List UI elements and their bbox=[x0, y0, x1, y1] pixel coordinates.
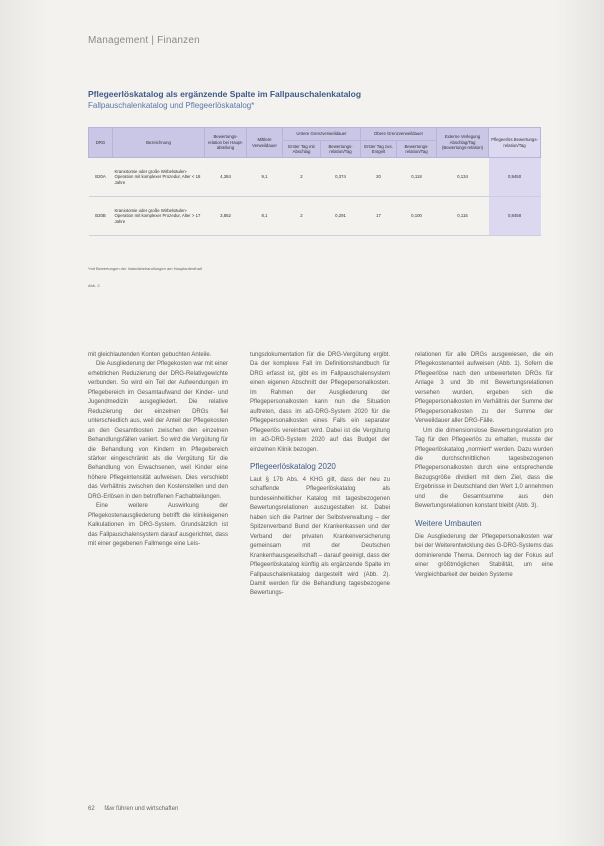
table-row bbox=[89, 197, 541, 236]
header-upper-day: Erster Tag zus. Entgelt bbox=[361, 141, 397, 158]
cell-drg: B20B bbox=[89, 197, 113, 236]
header-group-lower: Untere Grenzverweildauer bbox=[283, 128, 361, 141]
text-column-2 bbox=[250, 351, 390, 599]
cell-upper-day: 20 bbox=[361, 158, 397, 197]
table-header-row bbox=[89, 128, 541, 141]
header-drg: DRG bbox=[89, 128, 113, 158]
header-description: Bezeichnung bbox=[113, 128, 205, 158]
cell-lower-day: 2 bbox=[283, 158, 321, 197]
cell-external: 0,115 bbox=[437, 197, 489, 236]
cell-los: 9,1 bbox=[247, 158, 283, 197]
cell-weight: 3,852 bbox=[205, 197, 247, 236]
text-column-3 bbox=[415, 351, 553, 580]
paragraph: Die Ausgliederung der Pflegepersonalkosten war bei der Weiterentwicklung des G-DRG-Systems das dominierende Thema. Dennoch lag der Fokus auf einer größtmöglichen Stabilität, um eine Vergleichbarkeit der beiden Systeme bbox=[415, 533, 553, 578]
text-column-1 bbox=[88, 351, 228, 550]
cell-description: Kraniotomie oder große Wirbelsäulen-Operation mit komplexer Prozedur, Alter < 18 Jahre bbox=[113, 158, 205, 197]
header-external: Externe Verlegung Abschlag/Tag (Bewertungs-relation) bbox=[437, 128, 489, 158]
figure-subtitle: Fallpauschalenkatalog und Pflegeerlöskatalog* bbox=[88, 101, 255, 110]
header-lower-day: Erster Tag mit Abschlag bbox=[283, 141, 321, 158]
cell-weight: 4,384 bbox=[205, 158, 247, 197]
cell-los: 8,1 bbox=[247, 197, 283, 236]
table-footnote: *mit Bewertungen der Inlandsbehandlungen am Hauptaufenthalt bbox=[88, 266, 202, 271]
paragraph: tungsdokumentation für die DRG-Vergütung ergibt. Da der komplexe Fall im Definitionshandbuch für DRG erfasst ist, gibt es im Fallpauschalensystem einen eigenen Abschnitt der Pflegepersonalkosten. Im Rahmen der Ausgliederung der Pflegepersonalkosten kann nun die Situation auftreten, dass im aG-DRG-System 2020 für die Pflegepersonalkosten eines Falls ein separater Pflegeerlös vereinbart wird. Dabei ist die Vergütung im aG-DRG-System 2020 auf das Budget der einzelnen Klinik bezogen. bbox=[250, 352, 390, 453]
page-footer bbox=[88, 806, 186, 812]
cell-description: Kraniotomie oder große Wirbelsäulen-Operation mit komplexer Prozedur, Alter > 17 Jahre bbox=[113, 197, 205, 236]
paragraph: Die Ausgliederung der Pflegekosten war mit einer erheblichen Reduzierung der DRG-Relativgewichte verbunden. So wird ein Teil der Aufwendungen im Pflegebereich im Gesamtaufwand der Kinder- und Jugendmedizin ausgegliedert. Die relative Reduzierung der einzelnen DRGs fiel unterschiedlich aus, weil der Anteil der Pflegekosten an den Gesamtkosten zwischen den einzelnen Behandlungsfällen variiert. So wird die Vergütung für die Behandlung von Kindern im Pflegebereich stärker eingeschränkt als die Vergütung für die Behandlung von Erwachsenen, weil Kinder eine höhere Pflegeintensität aufweisen. Dies verschiebt das Verhältnis zwischen den Kostenstellen und den DRG-Erlösen in den betroffenen Fachabteilungen. bbox=[88, 361, 228, 500]
paragraph: mit gleichlautenden Konten gebuchten Anteile. bbox=[88, 352, 212, 358]
header-lower-rel: Bewertungs-relation/Tag bbox=[321, 141, 361, 158]
header-los: Mittlere Verweildauer bbox=[247, 128, 283, 158]
header-upper-rel: Bewertungs-relation/Tag bbox=[397, 141, 437, 158]
header-care: Pflegeerlös Bewertungs-relation/Tag bbox=[489, 128, 541, 158]
paragraph: relationen für alle DRGs ausgewiesen, die ein Pflegekostenanteil aufweisen (Abb. 1). Sofern die Pflegeerlöse nach den unbewerteten DRGs für Anlage 3 und 3b mit Bewertungsrelationen versehen wurden, ergeben sich die Pflegepersonalkosten im Verhältnis der Summe der Pflegepersonalkosten zu der Summe der Verweildauer aller DRG-Fälle. bbox=[415, 352, 553, 425]
journal-name: f&w führen und wirtschaften bbox=[104, 806, 179, 812]
figure-title: Pflegeerlöskatalog als ergänzende Spalte im Fallpauschalenkatalog bbox=[88, 89, 362, 99]
cell-drg: B20A bbox=[89, 158, 113, 197]
catalog-table bbox=[88, 127, 541, 236]
page-number: 62 bbox=[88, 806, 95, 812]
header-group-upper: Obere Grenzverweildauer bbox=[361, 128, 437, 141]
paragraph: Eine weitere Auswirkung der Pflegekostenausgliederung betrifft die klinikeigenen Kalkulationen im DRG-System. Grundsätzlich ist das Fallpauschalensystem darauf ausgerichtet, dass mit einer gegebenen Fallmenge eine Leis- bbox=[88, 503, 228, 548]
cell-care: 0,9450 bbox=[489, 158, 541, 197]
cell-lower-day: 2 bbox=[283, 197, 321, 236]
cell-lower-rel: 0,291 bbox=[321, 197, 361, 236]
cell-care: 0,8458 bbox=[489, 197, 541, 236]
section-header: Management | Finanzen bbox=[88, 35, 200, 46]
table-row bbox=[89, 158, 541, 197]
header-weight: Bewertungs-relation bei Haupt-abteilung bbox=[205, 128, 247, 158]
section-heading: Pflegeerlöskatalog 2020 bbox=[250, 461, 336, 471]
paragraph: Um die dimensionslose Bewertungsrelation pro Tag für den Pflegeerlös zu erhalten, musste der Pflegeerlöskatalog „normiert“ werden. Dazu wurden die durchschnittlichen tagesbezogenen Pflegepersonalkosten durch eine entsprechende Bezugsgröße dividiert mit dem Ziel, dass die Ergebnisse in Deutschland den Wert 1,0 annehmen und die Gesamtsumme aus den Bewertungsrelationen konstant bleibt (Abb. 3). bbox=[415, 427, 553, 510]
cell-upper-day: 17 bbox=[361, 197, 397, 236]
section-heading: Weitere Umbauten bbox=[415, 518, 482, 528]
cell-upper-rel: 0,118 bbox=[397, 158, 437, 197]
figure-label: Abb. 2 bbox=[88, 283, 100, 288]
cell-lower-rel: 0,374 bbox=[321, 158, 361, 197]
cell-external: 0,134 bbox=[437, 158, 489, 197]
paragraph: Laut § 17b Abs. 4 KHG gilt, dass der neu zu schaffende Pflegeerlöskatalog als bundeseinheitlicher Katalog mit tagesbezogenen Bewertungsrelationen auszugestalten ist. Dabei haben sich die Partner der Selbstverwaltung – der Spitzenverband Bund der Krankenkassen und der Verband der privaten Krankenversicherung gemeinsam mit der Deutschen Krankenhausgesellschaft – darauf geeinigt, dass der Pflegeerlöskatalog künftig als ergänzende Spalte im Fallpauschalenkatalog dargestellt wird (Abb. 2). Damit werden für die Behandlung tagesbezogene Bewertungs- bbox=[250, 476, 390, 597]
cell-upper-rel: 0,100 bbox=[397, 197, 437, 236]
